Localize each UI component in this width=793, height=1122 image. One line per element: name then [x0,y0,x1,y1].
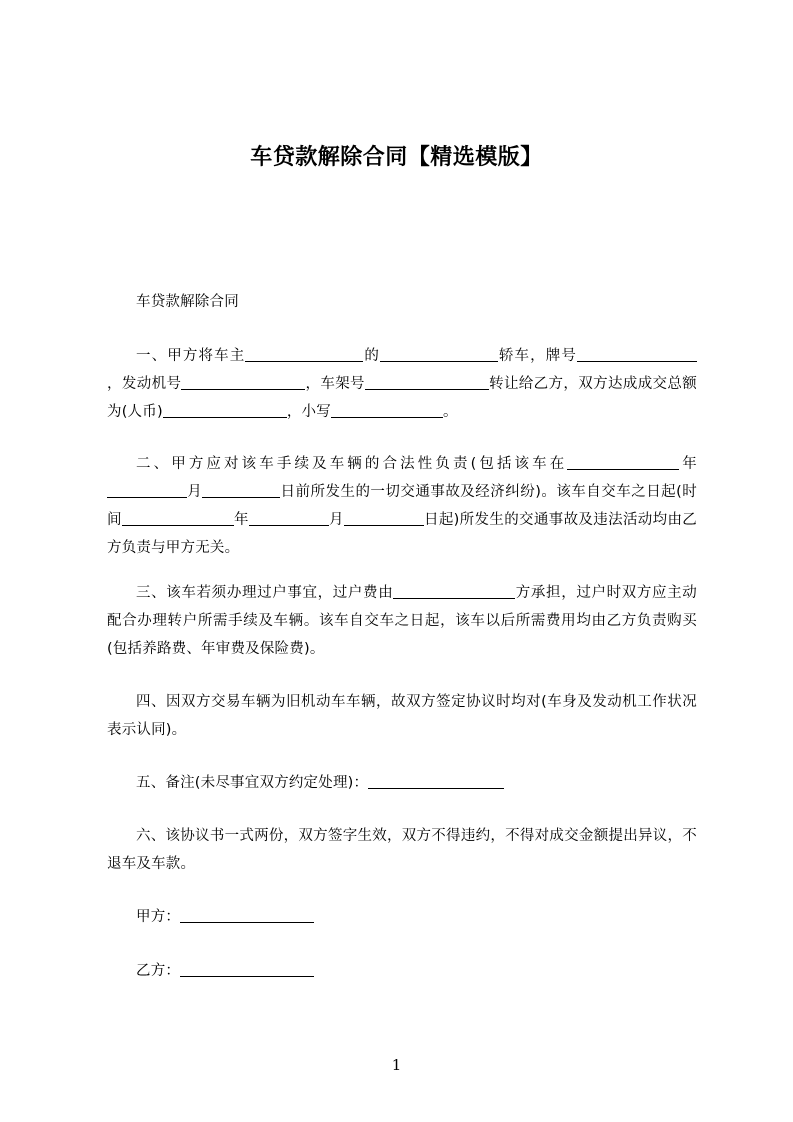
party-a-signature-field[interactable] [180,907,314,923]
clause-6: 六、该协议书一式两份，双方签字生效，双方不得违约，不得对成交金额提出异议，不退车及车款。 [107,828,697,872]
blank-field[interactable] [181,374,305,390]
clause-2: 二、甲方应对该车手续及车辆的合法性负责(包括该车在 年月 日前所发生的一切交通事故及经济纠纷)。该车自交车之日起(时间 年 月 日起)所发生的交通事故及违法活动均由乙方负责与甲方无关。 [107,456,698,556]
remarks-field[interactable] [368,773,504,789]
blank-field[interactable] [245,346,363,362]
blank-field[interactable] [393,583,515,599]
blank-field[interactable] [249,510,329,526]
blank-field[interactable] [577,346,697,362]
blank-field[interactable] [122,510,234,526]
subtitle: 车贷款解除合同 [136,294,239,310]
clause-5: 五、备注(未尽事宜双方约定处理)： [107,769,697,797]
blank-field[interactable] [567,454,679,470]
clause-3: 三、该车若须办理过户事宜，过户费由 方承担，过户时双方应主动配合办理转户所需手续及车辆。该车自交车之日起，该车以后所需费用均由乙方负责购买(包括养路费、年审费及保险费)。 [107,585,697,657]
document-title: 车贷款解除合同【精选模版】 [250,145,543,170]
blank-field[interactable] [365,374,489,390]
party-a-line: 甲方： [107,903,697,931]
party-b-line: 乙方： [107,957,697,985]
blank-field[interactable] [331,402,443,418]
blank-field[interactable] [163,402,287,418]
blank-field[interactable] [202,482,280,498]
blank-field[interactable] [344,510,424,526]
blank-field[interactable] [380,346,498,362]
clause-4: 四、因双方交易车辆为旧机动车车辆，故双方签定协议时均对(车身及发动机工作状况表示认同)。 [107,694,697,738]
blank-field[interactable] [107,482,187,498]
page-number: 1 [391,1056,402,1074]
party-b-signature-field[interactable] [180,961,314,977]
clause-1: 一、甲方将车主 的 轿车，牌号，发动机号 ，车架号 转让给乙方，双方达成成交总额为(人币) ，小写 。 [107,348,697,420]
